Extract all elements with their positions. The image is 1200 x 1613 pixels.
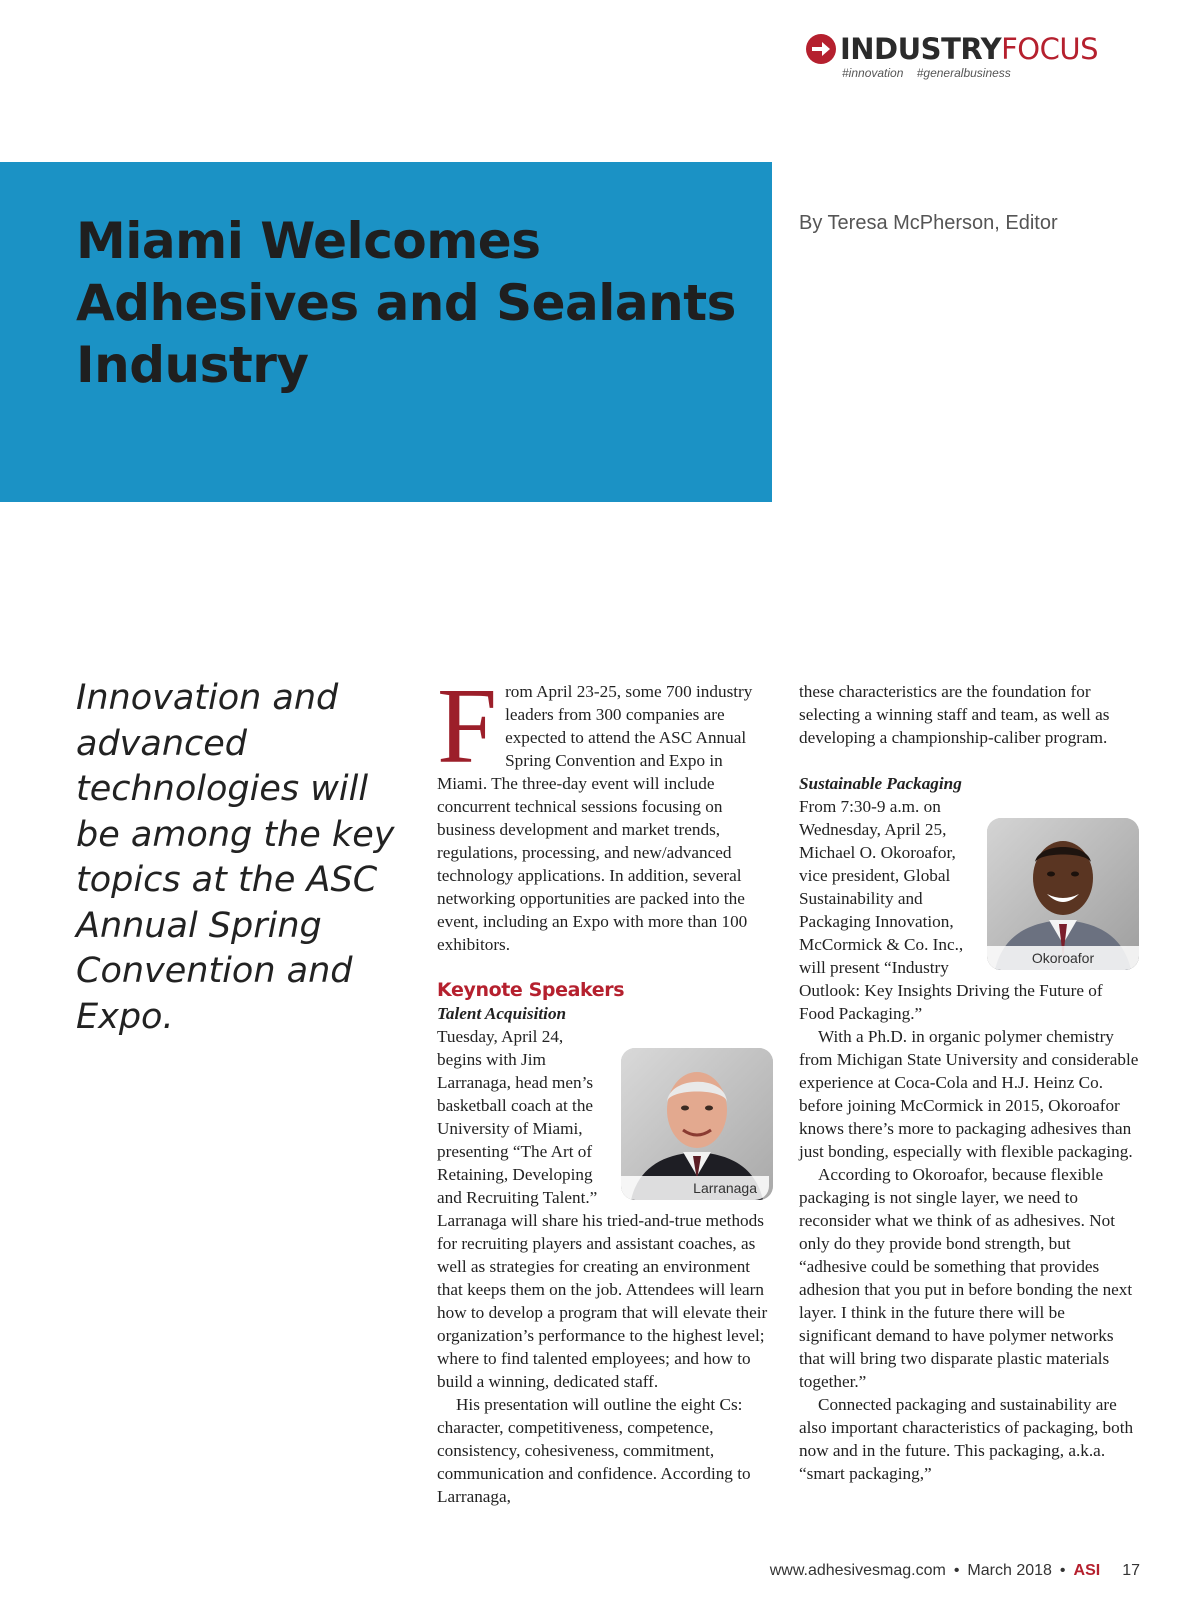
page-number: 17 <box>1122 1562 1140 1579</box>
sustain-text-1: From 7:30-9 a.m. on Wednesday, April 25, Michael O. Okoroafor, vice president, Global Sustainability and Packaging Innovation, McCormick & Co. Inc., will present “Industry Outlook: Key Insights Driving the Future of Food Packaging.” <box>799 797 1103 1023</box>
intro-paragraph <box>437 667 773 956</box>
logo-focus-text: FOCUS <box>1001 32 1098 66</box>
talent-text-1: Tuesday, April 24, begins with Jim Larranaga, head men’s basketball coach at the University of Miami, presenting “The Art of Retaining, Developing and Recruiting Talent.” Larranaga will share his tried-and-true methods for recruiting players and assistant coaches, as well as strategies for creating an environment that keeps them on the job. Attendees will learn how to develop a program that will elevate their organization’s performance to the highest level; where to find talented employees; and how to build a winning, dedicated staff. <box>437 1027 768 1391</box>
article-deck: Innovation and advanced technologies will be among the key topics at the ASC Annual Spring Convention and Expo. <box>76 678 395 1037</box>
col2-paragraph-1: these characteristics are the foundation for selecting a winning staff and team, as well as developing a championship-caliber program. <box>799 682 1110 747</box>
logo-industry-text: INDUSTRY <box>840 32 1002 66</box>
intro-text: rom April 23-25, some 700 industry leaders from 300 companies are expected to attend the ASC Annual Spring Convention and Expo in Miami. The three-day event will include concurrent technical sessions focusing on business development and market trends, regulations, processing, and new/advanced technology applications. In addition, several networking opportunities are packed into the event, including an Expo with more than 100 exhibitors. <box>437 682 753 954</box>
keynote-speakers-heading: Keynote Speakers <box>437 979 625 1001</box>
footer-magazine: ASI <box>1073 1562 1101 1579</box>
footer-date: March 2018 <box>967 1562 1052 1579</box>
sustain-paragraph-3: According to Okoroafor, because flexible packaging is not single layer, we need to reconsider what we think of as adhesives. Not only do they provide bond strength, but “adhesive could be something that provides adhesion that you put in before bonding the next layer. I think in the future there will be significant demand to have polymer networks that will bring two disparate plastic materials together.” <box>799 1165 1133 1391</box>
bullet-separator: • <box>1059 1562 1066 1579</box>
article-title: Miami Welcomes Adhesives and Sealants Industry <box>76 212 736 394</box>
footer-url[interactable]: www.adhesivesmag.com <box>769 1562 946 1579</box>
talent-acquisition-heading: Talent Acquisition <box>437 1004 567 1023</box>
talent-paragraph-1 <box>437 1025 773 1393</box>
sustain-paragraph-1 <box>799 795 1139 1025</box>
logo-row <box>806 32 1136 66</box>
article-column-1 <box>437 667 773 1508</box>
tag-innovation: #innovation <box>842 66 904 80</box>
title-banner <box>0 162 772 502</box>
drop-cap: F <box>437 667 498 786</box>
byline: By Teresa McPherson, Editor <box>799 212 1058 234</box>
tag-generalbusiness: #generalbusiness <box>916 66 1011 80</box>
industry-focus-logo <box>806 32 1136 82</box>
okoroafor-caption: Okoroafor <box>987 946 1139 970</box>
larranaga-caption: Larranaga <box>621 1176 769 1200</box>
page-footer <box>720 1562 1140 1580</box>
sustain-paragraph-4: Connected packaging and sustainability are also important characteristics of packaging, both now and in the future. This packaging, a.k.a. “smart packaging,” <box>799 1395 1134 1483</box>
arrow-right-icon <box>806 34 836 64</box>
article-column-2 <box>799 680 1139 1485</box>
logo-tags <box>806 66 1136 80</box>
bullet-separator: • <box>953 1562 960 1579</box>
okoroafor-photo <box>987 818 1139 970</box>
sustainable-packaging-heading: Sustainable Packaging <box>799 774 962 793</box>
larranaga-photo <box>621 1048 773 1200</box>
sustain-paragraph-2: With a Ph.D. in organic polymer chemistry from Michigan State University and considerable experience at Coca-Cola and H.J. Heinz Co. before joining McCormick in 2015, Okoroafor knows there’s more to packaging adhesives than just bonding, especially with flexible packaging. <box>799 1027 1139 1161</box>
talent-paragraph-2: His presentation will outline the eight Cs: character, competitiveness, competence, consistency, cohesiveness, commitment, communication and confidence. According to Larranaga, <box>437 1395 751 1506</box>
